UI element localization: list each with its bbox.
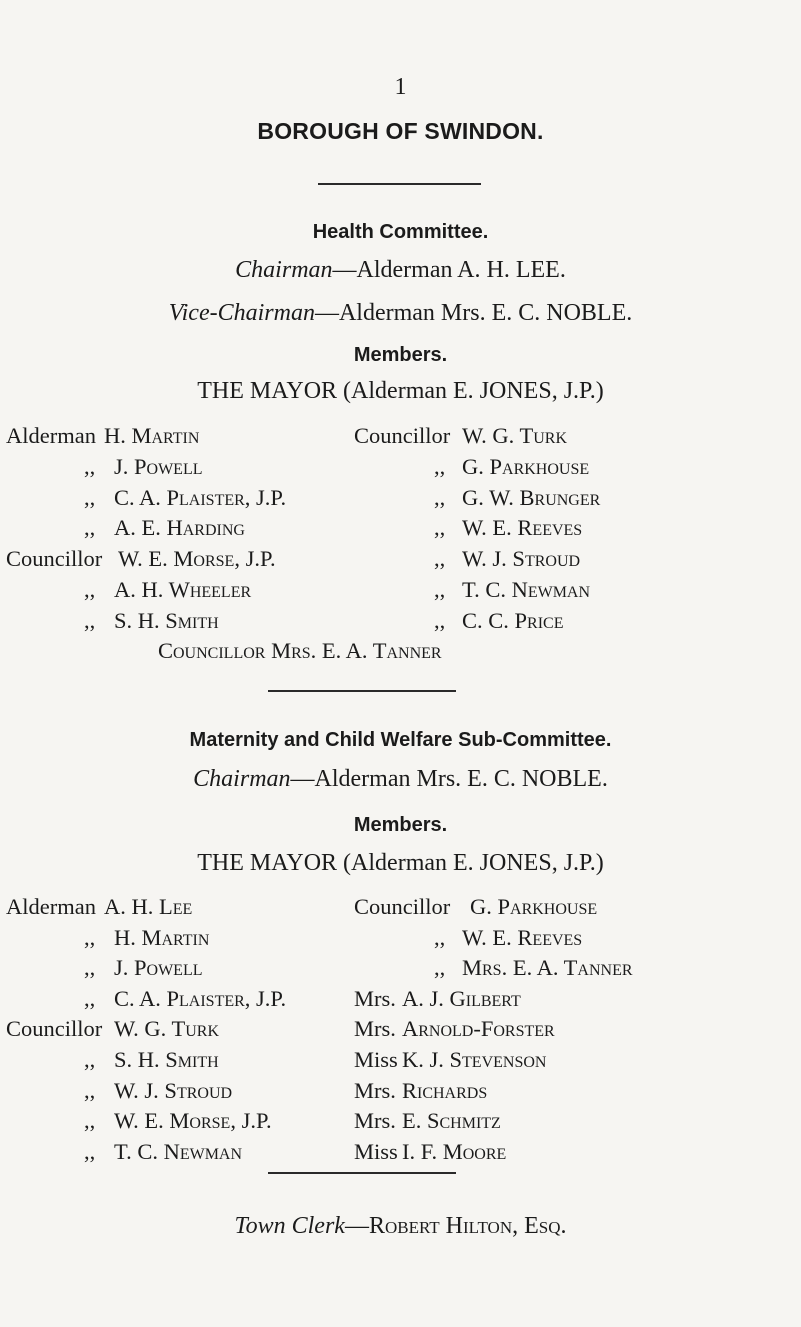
member-prefix: Mrs. (354, 985, 396, 1011)
member-prefix: Alderman (6, 423, 96, 448)
member-name: W. E. Morse, J.P. (118, 546, 276, 572)
vice-chairman-name: —Alderman Mrs. E. C. NOBLE. (314, 300, 633, 326)
chairman-role: Chairman (235, 257, 333, 283)
member-prefix: ,, (84, 453, 96, 479)
member-prefix: ,, (84, 985, 96, 1011)
member-prefix: ,, (434, 515, 446, 541)
member-name: A. E. Harding (114, 515, 245, 541)
member-name: H. Martin (114, 924, 210, 950)
member-name: W. G. Turk (462, 423, 568, 448)
member-name: W. J. Stroud (462, 546, 581, 572)
member-name: W. E. Reeves (462, 515, 583, 541)
member-name: W. E. Morse, J.P. (114, 1108, 272, 1134)
member-prefix: ,, (434, 577, 446, 602)
member-name: C. A. Plaister, J.P. (114, 484, 287, 510)
health-mayor: THE MAYOR (Alderman E. JONES, J.P.) (197, 378, 604, 404)
chairman-name: —Alderman A. H. LEE. (332, 257, 566, 283)
member-name: A. H. Wheeler (114, 577, 252, 602)
member-prefix: ,, (84, 607, 96, 633)
divider (268, 690, 456, 692)
member-name: W. J. Stroud (114, 1077, 233, 1103)
divider (318, 183, 481, 185)
health-last-member: Councillor Mrs. E. A. Tanner (158, 638, 442, 663)
member-prefix: Miss (354, 1138, 398, 1164)
member-name: J. Powell (114, 453, 203, 479)
member-prefix: ,, (84, 1077, 96, 1103)
member-name: T. C. Newman (114, 1138, 243, 1164)
health-chairman (0, 257, 801, 284)
member-name: W. G. Turk (114, 1016, 220, 1042)
member-name: H. Martin (104, 423, 200, 448)
member-name: C. A. Plaister, J.P. (114, 985, 287, 1011)
maternity-committee-title: Maternity and Child Welfare Sub-Committee. (189, 729, 612, 751)
member-prefix: ,, (84, 484, 96, 510)
member-prefix: ,, (434, 607, 446, 633)
member-prefix: Mrs. (354, 1016, 396, 1042)
maternity-members-heading: Members. (353, 814, 448, 836)
member-name: S. H. Smith (114, 1047, 219, 1072)
member-prefix: ,, (434, 955, 446, 981)
member-name: T. C. Newman (462, 577, 591, 602)
vice-chairman-role: Vice-Chairman (168, 300, 315, 326)
member-name: Mrs. E. A. Tanner (462, 955, 633, 981)
member-prefix: Alderman (6, 894, 96, 919)
member-prefix: Mrs. (354, 1108, 396, 1134)
member-prefix: Councillor (354, 894, 451, 919)
member-prefix: ,, (84, 1108, 96, 1134)
member-prefix: ,, (84, 955, 96, 981)
maternity-mayor: THE MAYOR (Alderman E. JONES, J.P.) (197, 850, 604, 876)
member-name: I. F. Moore (402, 1138, 507, 1164)
member-name: S. H. Smith (114, 607, 219, 633)
member-name: E. Schmitz (402, 1108, 501, 1134)
member-prefix: Councillor (354, 423, 451, 448)
health-members-heading: Members. (353, 344, 448, 366)
member-name: W. E. Reeves (462, 924, 583, 950)
chairman-role: Chairman (193, 766, 291, 792)
member-name: C. C. Price (462, 607, 564, 633)
town-clerk (0, 1213, 801, 1240)
member-prefix: Councillor (6, 546, 103, 572)
maternity-chairman (0, 766, 801, 793)
borough-title: BOROUGH OF SWINDON. (257, 118, 544, 144)
member-name: G. W. Brunger (462, 484, 601, 510)
health-committee-title: Health Committee. (312, 221, 489, 243)
member-name: Richards (402, 1077, 488, 1103)
member-prefix: ,, (84, 515, 96, 541)
member-prefix: ,, (434, 484, 446, 510)
member-prefix: ,, (434, 924, 446, 950)
member-prefix: ,, (84, 1047, 96, 1072)
member-name: A. J. Gilbert (402, 985, 521, 1011)
member-prefix: Councillor (6, 1016, 103, 1042)
member-name: A. H. Lee (104, 894, 193, 919)
member-prefix: ,, (434, 453, 446, 479)
member-name: G. Parkhouse (470, 894, 598, 919)
town-clerk-name: —Robert Hilton, Esq. (344, 1213, 567, 1239)
member-name: J. Powell (114, 955, 203, 981)
page-number: 1 (394, 74, 407, 100)
member-prefix: Miss (354, 1047, 398, 1072)
health-vice-chairman (0, 300, 801, 327)
divider (268, 1172, 456, 1174)
member-name: Arnold-Forster (402, 1016, 555, 1042)
member-name: K. J. Stevenson (402, 1047, 547, 1072)
member-prefix: ,, (84, 577, 96, 602)
chairman-name: —Alderman Mrs. E. C. NOBLE. (290, 766, 608, 792)
member-prefix: Mrs. (354, 1077, 396, 1103)
member-name: G. Parkhouse (462, 453, 590, 479)
town-clerk-role: Town Clerk (234, 1213, 345, 1239)
member-prefix: ,, (84, 1138, 96, 1164)
member-prefix: ,, (84, 924, 96, 950)
member-prefix: ,, (434, 546, 446, 572)
